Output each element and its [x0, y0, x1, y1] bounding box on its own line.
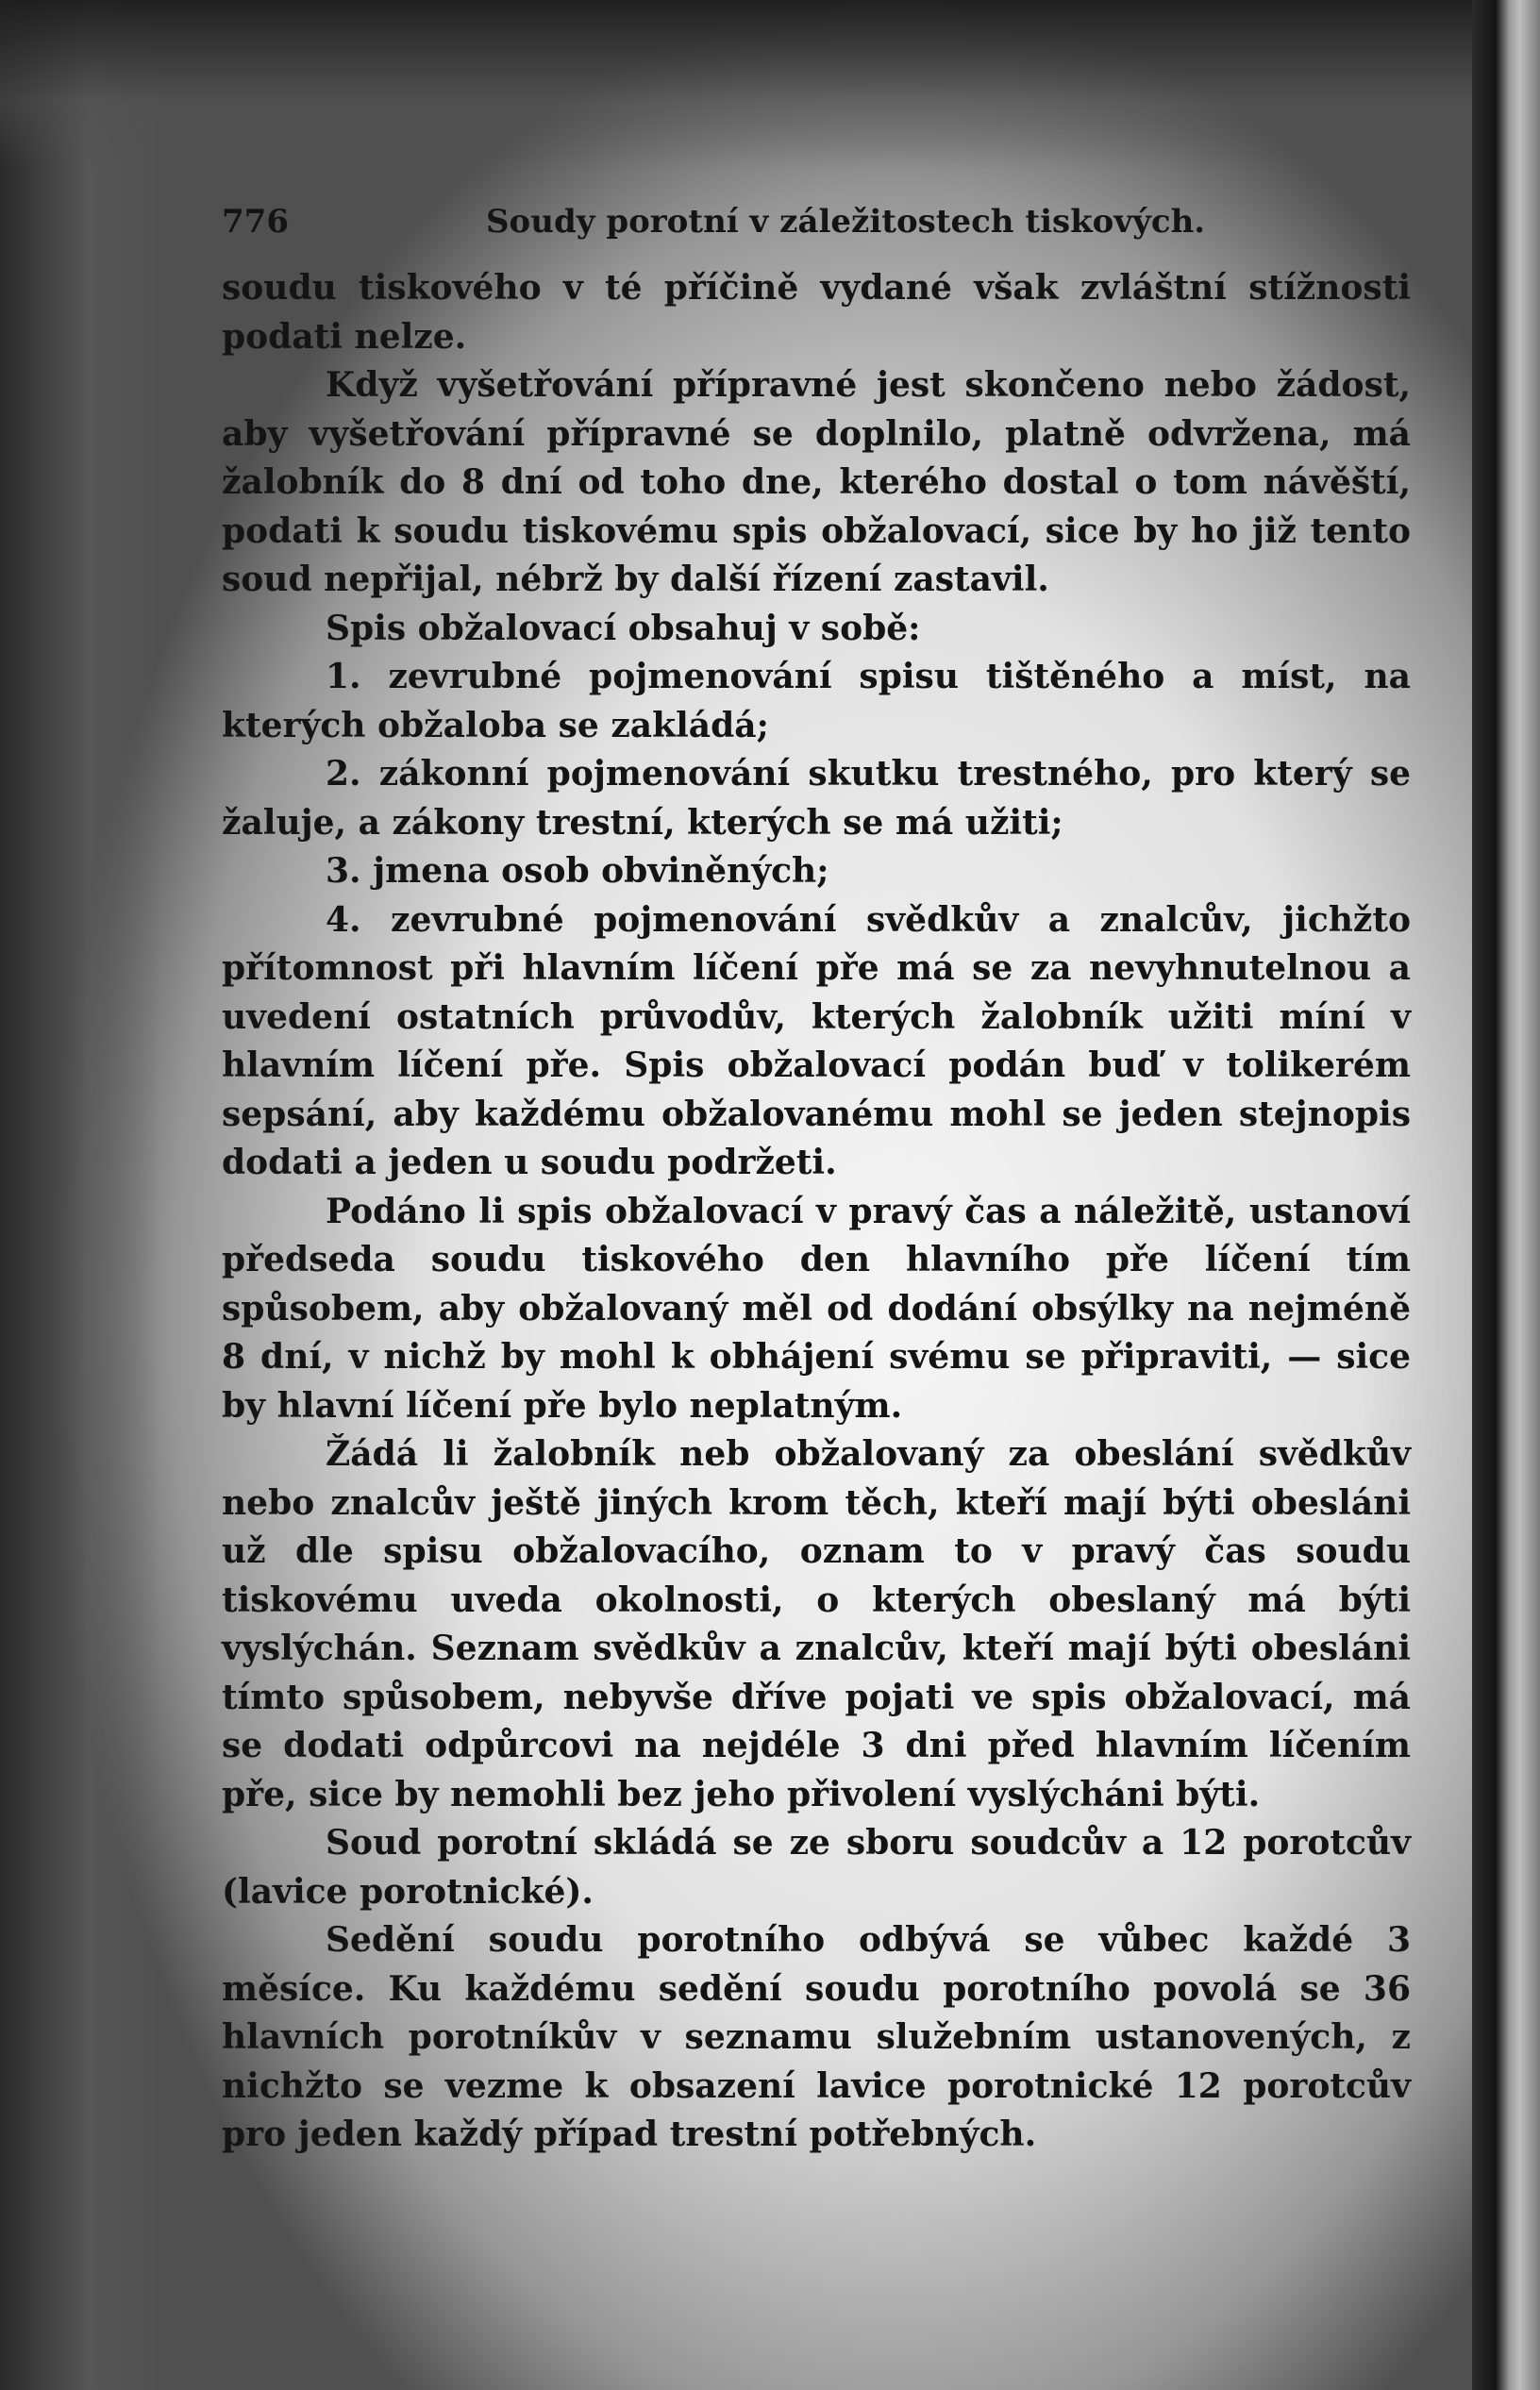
paragraph-indictment-contents: Spis obžalovací obsahuj v sobě: [326, 608, 921, 648]
paragraph-hearing-date: Podáno li spis obžalovací v pravý čas a náležitě, ustanoví předseda soudu tiskového den hlavního pře líčení tím spůsobem, aby obžalovaný měl od dodání obsýlky na nejméně 8 dní, v nichž by mohl k obhájení svému se připraviti, — sice by hlavní líčení pře bylo neplatným. [222, 1191, 1411, 1426]
list-item-1: 1. zevrubné pojmenování spisu tištěného a míst, na kterých obžaloba se zakládá; [222, 657, 1411, 745]
list-item-4: 4. zevrubné pojmenování svědkův a znalcův, jichžto přítomnost při hlavním líčení pře má se za nevyhnutelnou a uvedení ostatních průvodův, kterých žalobník užiti míní v hlavním líčení pře. Spis obžalovací podán buď v tolikerém sepsání, aby každému obžalovanému mohl se jeden stejnopis dodati a jeden u soudu podržeti. [222, 899, 1411, 1182]
page-header [222, 198, 1411, 264]
scan-edge [1472, 0, 1540, 2390]
paragraph-jury-sessions: Sedění soudu porotního odbývá se vůbec každé 3 měsíce. Ku každému sedění soudu porotního povolá se 36 hlavních porotníkův v seznamu služebním ustanovených, z nichžto se vezme k obsazení lavice porotnické 12 porotcův pro jeden každý případ trestní potřebných. [222, 1920, 1411, 2154]
paragraph-jury-composition: Soud porotní skládá se ze sboru soudcův a 12 porotcův (lavice porotnické). [222, 1823, 1411, 1912]
list-item-2: 2. zákonní pojmenování skutku trestného, pro který se žaluje, a zákony trestní, kterých se má užiti; [222, 754, 1411, 843]
list-item-3: 3. jmena osob obviněných; [326, 851, 829, 891]
paragraph-indictment-deadline: Když vyšetřování přípravné jest skončeno nebo žádost, aby vyšetřování přípravné se doplnilo, platně odvržena, má žalobník do 8 dní od toho dne, kterého dostal o tom návěští, podati k soudu tiskovému spis obžalovací, sice by ho již tento soud nepřijal, nébrž by další řízení zastavil. [222, 365, 1411, 599]
running-title: Soudy porotní v záležitostech tiskových. [486, 203, 1206, 241]
page-text [222, 198, 1411, 2160]
paragraph-continuation: soudu tiskového v té příčině vydané však zvláštní stížnosti podati nelze. [222, 268, 1411, 357]
paragraph-witnesses: Žádá li žalobník neb obžalovaný za obeslání svědkův nebo znalcův ještě jiných krom těch, kteří mají býti obesláni už dle spisu obžalovacího, oznam to v pravý čas soudu tiskovému uveda okolnosti, o kterých obeslaný má býti vyslýchán. Seznam svědkův a znalcův, kteří mají býti obesláni tímto spůsobem, nebyvše dříve pojati ve spis obžalovací, má se dodati odpůrcovi na nejdéle 3 dni před hlavním líčením pře, sice by nemohli bez jeho přivolení vyslýcháni býti. [222, 1434, 1411, 1814]
page-number: 776 [222, 203, 289, 241]
